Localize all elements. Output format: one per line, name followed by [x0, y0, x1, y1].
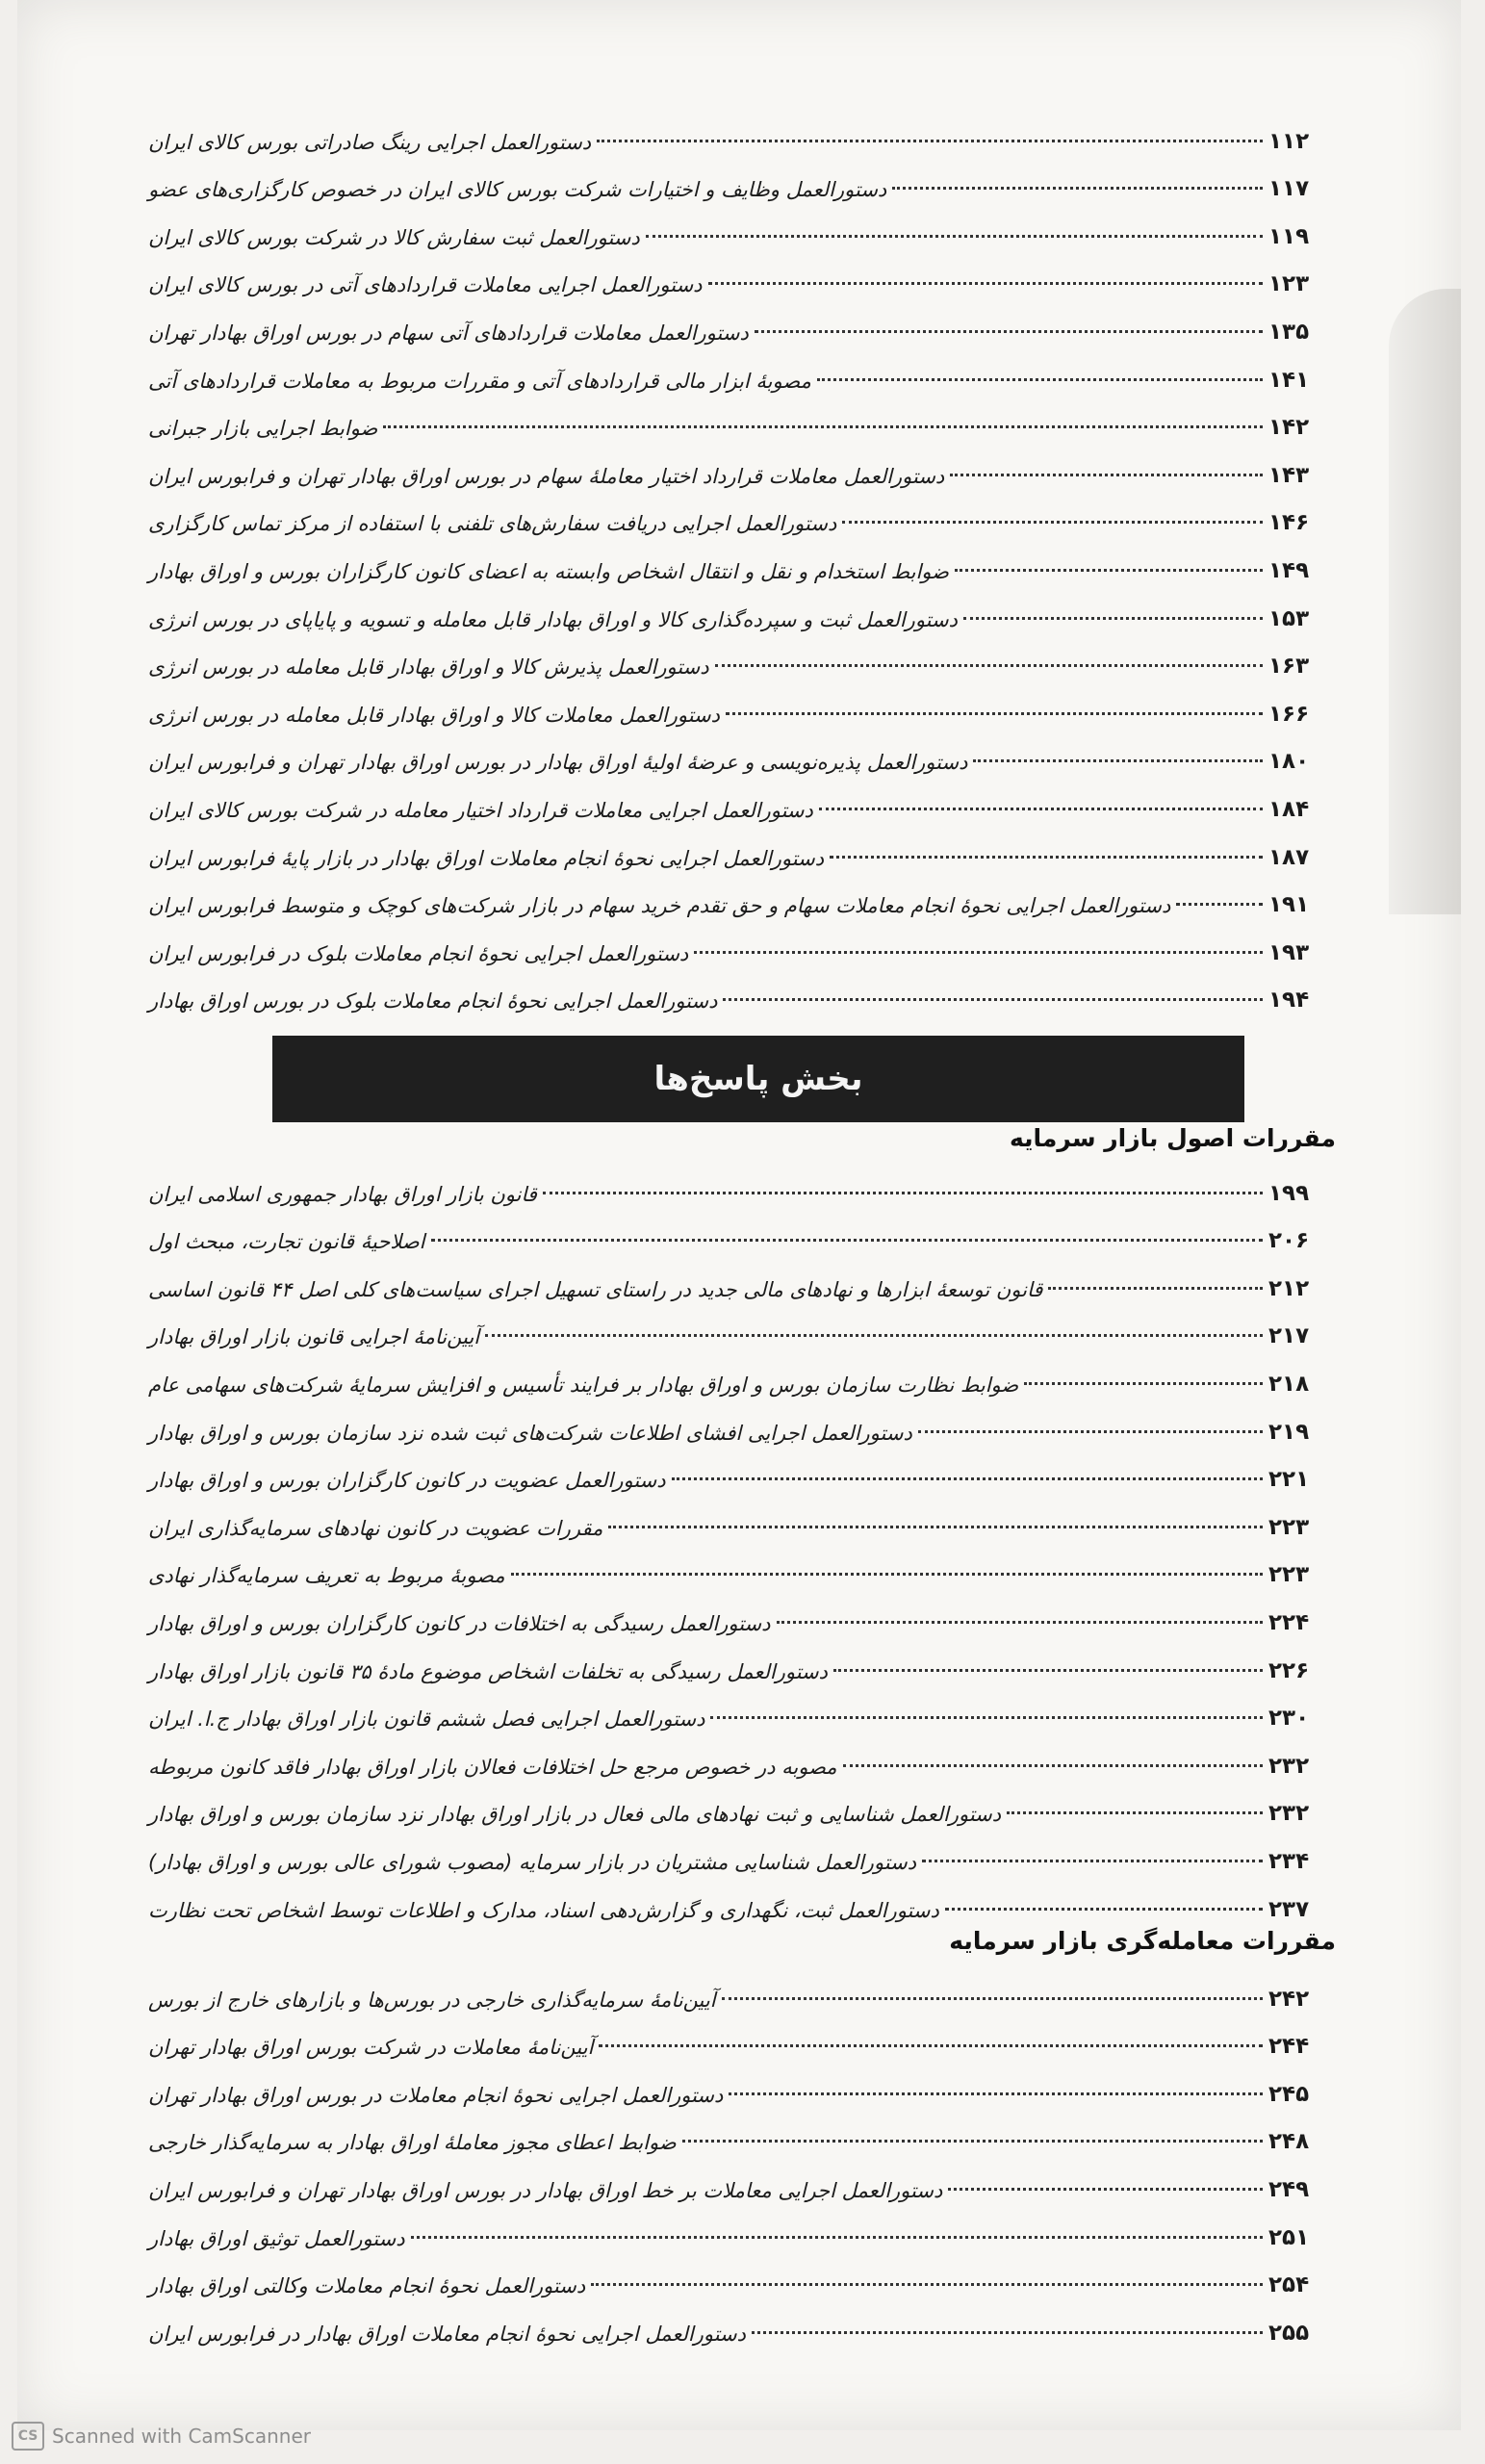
toc-entry-title: ضوابط اعطای مجوز معاملهٔ اوراق بهادار به سرمایه‌گذار خارجی: [148, 2131, 677, 2155]
toc-entry-title: قانون توسعهٔ ابزارها و نهادهای مالی جدید در راستای تسهیل اجرای سیاست‌های کلی اصل ۴۴ قانون اساسی: [148, 1277, 1043, 1301]
toc-entry-title: دستورالعمل اجرایی معاملات قراردادهای آتی در بورس کالای ایران: [148, 273, 703, 297]
dot-leader: [1024, 1382, 1263, 1385]
toc-entry-page: ۱۹۴: [1268, 988, 1310, 1014]
toc-entry-title: مقررات عضویت در کانون نهادهای سرمایه‌گذاری ایران: [148, 1516, 603, 1540]
toc-entry: [142, 249, 1336, 297]
toc-entry: [142, 2012, 1336, 2060]
toc-entry-title: ضوابط اجرایی بازار جبرانی: [148, 417, 378, 441]
toc-entry-page: ۱۶۶: [1268, 701, 1310, 727]
dot-leader: [722, 1997, 1263, 2000]
toc-entry: [142, 679, 1336, 727]
toc-entry: [142, 154, 1336, 202]
toc-entry: [142, 2154, 1336, 2202]
dot-leader: [411, 2236, 1263, 2239]
toc-entry-title: دستورالعمل پذیره‌نویسی و عرضهٔ اولیهٔ اوراق بهادار در بورس اوراق بهادار تهران و فرابورس ایران: [148, 751, 968, 775]
toc-entry-page: ۱۴۹: [1268, 557, 1310, 583]
toc-section-3: [142, 1964, 1336, 2346]
toc-entry-title: دستورالعمل اجرایی نحوهٔ انجام معاملات سهام و حق تقدم خرید سهام در بازار شرکت‌های کوچک و متوسط فرابورس ایران: [148, 894, 1171, 918]
toc-entry: [142, 583, 1336, 631]
toc-entry: [142, 1683, 1336, 1732]
toc-entry: [142, 1301, 1336, 1349]
toc-entry: [142, 1540, 1336, 1588]
toc-entry-title: دستورالعمل توثیق اوراق بهادار: [148, 2226, 405, 2250]
toc-entry-page: ۱۴۳: [1268, 462, 1310, 488]
dot-leader: [672, 1477, 1263, 1480]
toc-entry-title: دستورالعمل اجرایی نحوهٔ انجام معاملات بلوک در فرابورس ایران: [148, 941, 689, 965]
dot-leader: [511, 1573, 1263, 1576]
dot-leader: [817, 378, 1263, 381]
toc-entry-title: دستورالعمل رسیدگی به تخلفات اشخاص موضوع مادهٔ ۳۵ قانون بازار اوراق بهادار: [148, 1659, 829, 1683]
watermark-text: Scanned with CamScanner: [52, 2425, 311, 2448]
toc-entry-page: ۲۲۶: [1268, 1657, 1310, 1683]
toc-entry: [142, 535, 1336, 583]
toc-entry-page: ۱۴۲: [1268, 415, 1310, 441]
toc-entry: [142, 2297, 1336, 2346]
dot-leader: [682, 2140, 1263, 2143]
banner-label: بخش پاسخ‌ها: [653, 1060, 863, 1098]
toc-entry: [142, 345, 1336, 393]
toc-entry-page: ۲۴۲: [1268, 1986, 1310, 2012]
toc-entry: [142, 1445, 1336, 1493]
toc-entry-page: ۲۴۵: [1268, 2081, 1310, 2107]
toc-entry-title: دستورالعمل ثبت و سپرده‌گذاری کالا و اوراق بهادار قابل معامله و تسویه و پایاپای در بورس انرژی: [148, 607, 958, 631]
toc-entry: [142, 1635, 1336, 1683]
dot-leader: [892, 187, 1263, 190]
toc-entry-title: دستورالعمل اجرایی فصل ششم قانون بازار اوراق بهادار ج.ا. ایران: [148, 1707, 705, 1732]
toc-entry-title: دستورالعمل وظایف و اختیارات شرکت بورس کالای ایران در خصوص کارگزاری‌های عضو: [148, 178, 887, 202]
toc-entry: [142, 870, 1336, 918]
toc-entry-page: ۱۹۳: [1268, 939, 1310, 965]
toc-entry-title: اصلاحیهٔ قانون تجارت، مبحث اول: [148, 1230, 425, 1254]
toc-entry-title: دستورالعمل پذیرش کالا و اوراق بهادار قابل معامله در بورس انرژی: [148, 655, 709, 680]
toc-entry-title: آیین‌نامهٔ اجرایی قانون بازار اوراق بهادار: [148, 1325, 480, 1349]
dot-leader: [485, 1334, 1263, 1337]
toc-entry-page: ۱۱۷: [1268, 176, 1310, 202]
dot-leader: [591, 2283, 1263, 2286]
toc-entry-title: مصوبهٔ مربوط به تعریف سرمایه‌گذار نهادی: [148, 1564, 505, 1588]
toc-entry-title: آیین‌نامهٔ معاملات در شرکت بورس اوراق بهادار تهران: [148, 2036, 594, 2060]
toc-entry: [142, 774, 1336, 822]
toc-entry-title: دستورالعمل اجرایی معاملات بر خط اوراق بهادار در بورس اوراق بهادار تهران و فرابورس ایران: [148, 2178, 943, 2202]
toc-entry-title: دستورالعمل اجرایی افشای اطلاعات شرکت‌های ثبت شده نزد سازمان بورس و اوراق بهادار: [148, 1421, 912, 1445]
toc-entry-page: ۲۴۸: [1268, 2129, 1310, 2155]
dot-leader: [922, 1860, 1263, 1862]
dot-leader: [755, 330, 1263, 333]
toc-entry: [142, 727, 1336, 775]
dot-leader: [646, 235, 1263, 238]
toc-entry-page: ۱۹۱: [1268, 892, 1310, 918]
toc-entry: [142, 106, 1336, 154]
dot-leader: [973, 759, 1263, 762]
toc-entry-title: دستورالعمل اجرایی معاملات قرارداد اختیار معامله در شرکت بورس کالای ایران: [148, 798, 813, 822]
toc-entry-page: ۱۶۳: [1268, 654, 1310, 680]
toc-entry: [142, 1206, 1336, 1254]
section-heading-trading: مقررات معامله‌گری بازار سرمایه: [949, 1927, 1336, 1955]
dot-leader: [597, 140, 1263, 142]
dot-leader: [1048, 1287, 1263, 1290]
toc-entry-title: دستورالعمل ثبت سفارش کالا در شرکت بورس کالای ایران: [148, 225, 640, 249]
toc-entry: [142, 2202, 1336, 2250]
toc-entry-page: ۲۴۹: [1268, 2176, 1310, 2202]
toc-entry-page: ۲۵۱: [1268, 2224, 1310, 2250]
toc-entry-title: دستورالعمل اجرایی نحوهٔ انجام معاملات در بورس اوراق بهادار تهران: [148, 2083, 724, 2107]
dot-leader: [599, 2044, 1263, 2047]
toc-entry-page: ۲۱۷: [1268, 1323, 1310, 1349]
toc-entry-title: قانون بازار اوراق بهادار جمهوری اسلامی ایران: [148, 1182, 537, 1206]
toc-entry-title: دستورالعمل عضویت در کانون کارگزاران بورس و اوراق بهادار: [148, 1469, 666, 1493]
section-heading-principles: مقررات اصول بازار سرمایه: [1010, 1124, 1336, 1152]
toc-entry-title: دستورالعمل نحوهٔ انجام معاملات وکالتی اوراق بهادار: [148, 2274, 586, 2298]
dot-leader: [708, 282, 1263, 285]
toc-entry: [142, 1587, 1336, 1635]
dot-leader: [431, 1239, 1263, 1242]
dot-leader: [723, 998, 1263, 1001]
toc-entry: [142, 1158, 1336, 1206]
toc-entry-page: ۲۱۲: [1268, 1275, 1310, 1301]
toc-entry: [142, 440, 1336, 488]
toc-entry-page: ۲۳۴: [1268, 1848, 1310, 1874]
toc-entry-title: ضوابط استخدام و نقل و انتقال اشخاص وابسته به اعضای کانون کارگزاران بورس و اوراق بهادار: [148, 559, 949, 583]
toc-entry-page: ۲۵۵: [1268, 2320, 1310, 2346]
toc-entry: [142, 631, 1336, 680]
toc-entry: [142, 1731, 1336, 1779]
toc-entry: [142, 965, 1336, 1014]
toc-entry-title: دستورالعمل رسیدگی به اختلافات در کانون کارگزاران بورس و اوراق بهادار: [148, 1611, 771, 1635]
toc-entry-page: ۲۳۰: [1268, 1706, 1310, 1732]
dot-leader: [777, 1621, 1264, 1624]
section-banner: [272, 1036, 1244, 1122]
toc-entry-page: ۱۳۵: [1268, 319, 1310, 345]
toc-entry-page: ۲۳۲: [1268, 1801, 1310, 1827]
dot-leader: [608, 1526, 1263, 1528]
toc-entry-title: ضوابط نظارت سازمان بورس و اوراق بهادار بر فرایند تأسیس و افزایش سرمایهٔ شرکت‌های سهامی عام: [148, 1373, 1019, 1397]
dot-leader: [726, 712, 1263, 715]
dot-leader: [1176, 903, 1263, 906]
dot-leader: [955, 569, 1263, 572]
toc-entry-page: ۲۱۹: [1268, 1419, 1310, 1445]
toc-section-2: [142, 1158, 1336, 1922]
dot-leader: [945, 1908, 1263, 1911]
toc-entry: [142, 2107, 1336, 2155]
toc-entry: [142, 1826, 1336, 1874]
toc-entry: [142, 393, 1336, 441]
dot-leader: [729, 2092, 1263, 2095]
toc-entry-title: آیین‌نامهٔ سرمایه‌گذاری خارجی در بورس‌ها و بازارهای خارج از بورس: [148, 1988, 716, 2012]
dot-leader: [819, 808, 1263, 810]
toc-entry-title: مصوبهٔ ابزار مالی قراردادهای آتی و مقررات مربوط به معاملات قراردادهای آتی: [148, 369, 811, 393]
dot-leader: [918, 1430, 1263, 1433]
toc-entry-page: ۱۸۰: [1268, 749, 1310, 775]
toc-entry-page: ۱۱۲: [1268, 128, 1310, 154]
toc-entry-page: ۱۵۳: [1268, 605, 1310, 631]
dot-leader: [383, 425, 1263, 428]
toc-entry-page: ۱۹۹: [1268, 1180, 1310, 1206]
dot-leader: [715, 664, 1263, 667]
toc-entry-title: دستورالعمل ثبت، نگهداری و گزارش‌دهی اسناد، مدارک و اطلاعات توسط اشخاص تحت نظارت: [148, 1898, 939, 1922]
toc-entry-title: دستورالعمل اجرایی رینگ صادراتی بورس کالای ایران: [148, 130, 592, 154]
camscanner-logo-icon: CS: [12, 2422, 44, 2451]
toc-entry-page: ۲۴۴: [1268, 2034, 1310, 2060]
toc-entry-page: ۱۴۱: [1268, 367, 1310, 393]
toc-entry: [142, 201, 1336, 249]
toc-entry-title: دستورالعمل اجرایی نحوهٔ انجام معاملات بلوک در بورس اوراق بهادار: [148, 989, 718, 1014]
toc-entry-title: مصوبه در خصوص مرجع حل اختلافات فعالان بازار اوراق بهادار فاقد کانون مربوطه: [148, 1755, 837, 1779]
toc-entry: [142, 2250, 1336, 2298]
dot-leader: [950, 474, 1263, 476]
toc-entry-page: ۲۱۸: [1268, 1371, 1310, 1397]
toc-entry: [142, 1964, 1336, 2012]
dot-leader: [1007, 1811, 1263, 1814]
toc-entry: [142, 917, 1336, 965]
document-page: [17, 0, 1461, 2430]
dot-leader: [842, 521, 1263, 524]
dot-leader: [710, 1716, 1263, 1719]
toc-entry-page: ۲۳۲: [1268, 1753, 1310, 1779]
toc-entry: [142, 1348, 1336, 1397]
scanner-watermark: [12, 2422, 311, 2451]
toc-entry-page: ۱۲۳: [1268, 271, 1310, 297]
dot-leader: [843, 1764, 1263, 1767]
toc-entry: [142, 1874, 1336, 1922]
dot-leader: [833, 1669, 1263, 1672]
toc-entry-title: دستورالعمل شناسایی مشتریان در بازار سرمایه (مصوب شورای عالی بورس و اوراق بهادار): [148, 1850, 917, 1874]
toc-entry-title: دستورالعمل اجرایی نحوهٔ انجام معاملات اوراق بهادار در بازار پایهٔ فرابورس ایران: [148, 846, 825, 870]
toc-entry-page: ۱۸۷: [1268, 844, 1310, 870]
page-edge-tab: [1389, 289, 1461, 914]
toc-entry-title: دستورالعمل معاملات قراردادهای آتی سهام در بورس اوراق بهادار تهران: [148, 321, 749, 345]
dot-leader: [963, 617, 1263, 620]
toc-entry: [142, 296, 1336, 345]
toc-entry-page: ۲۲۱: [1268, 1467, 1310, 1493]
toc-entry-page: ۲۳۷: [1268, 1896, 1310, 1922]
toc-entry-title: دستورالعمل معاملات کالا و اوراق بهادار قابل معامله در بورس انرژی: [148, 703, 720, 727]
toc-entry-page: ۲۰۶: [1268, 1228, 1310, 1254]
toc-entry: [142, 1779, 1336, 1827]
toc-entry-page: ۲۲۳: [1268, 1514, 1310, 1540]
toc-entry-page: ۱۱۹: [1268, 223, 1310, 249]
toc-entry-title: دستورالعمل معاملات قرارداد اختیار معاملهٔ سهام در بورس اوراق بهادار تهران و فرابورس ایران: [148, 464, 945, 488]
dot-leader: [694, 951, 1263, 954]
toc-entry-page: ۲۵۴: [1268, 2272, 1310, 2298]
toc-section-1: [142, 106, 1336, 1013]
toc-entry: [142, 822, 1336, 870]
toc-entry: [142, 1253, 1336, 1301]
toc-entry: [142, 1397, 1336, 1445]
dot-leader: [543, 1192, 1263, 1194]
toc-entry-page: ۱۸۴: [1268, 796, 1310, 822]
toc-entry: [142, 488, 1336, 536]
dot-leader: [830, 856, 1263, 859]
toc-entry-page: ۲۲۴: [1268, 1609, 1310, 1635]
toc-entry-title: دستورالعمل اجرایی دریافت سفارش‌های تلفنی با استفاده از مرکز تماس کارگزاری: [148, 512, 837, 536]
toc-entry-page: ۲۲۳: [1268, 1562, 1310, 1588]
toc-entry-title: دستورالعمل اجرایی نحوهٔ انجام معاملات اوراق بهادار در فرابورس ایران: [148, 2322, 746, 2346]
toc-entry: [142, 1492, 1336, 1540]
toc-entry-page: ۱۴۶: [1268, 510, 1310, 536]
toc-entry-title: دستورالعمل شناسایی و ثبت نهادهای مالی فعال در بازار اوراق بهادار نزد سازمان بورس و اوراق بهادار: [148, 1803, 1002, 1827]
dot-leader: [948, 2188, 1263, 2191]
dot-leader: [752, 2331, 1263, 2334]
toc-entry: [142, 2059, 1336, 2107]
